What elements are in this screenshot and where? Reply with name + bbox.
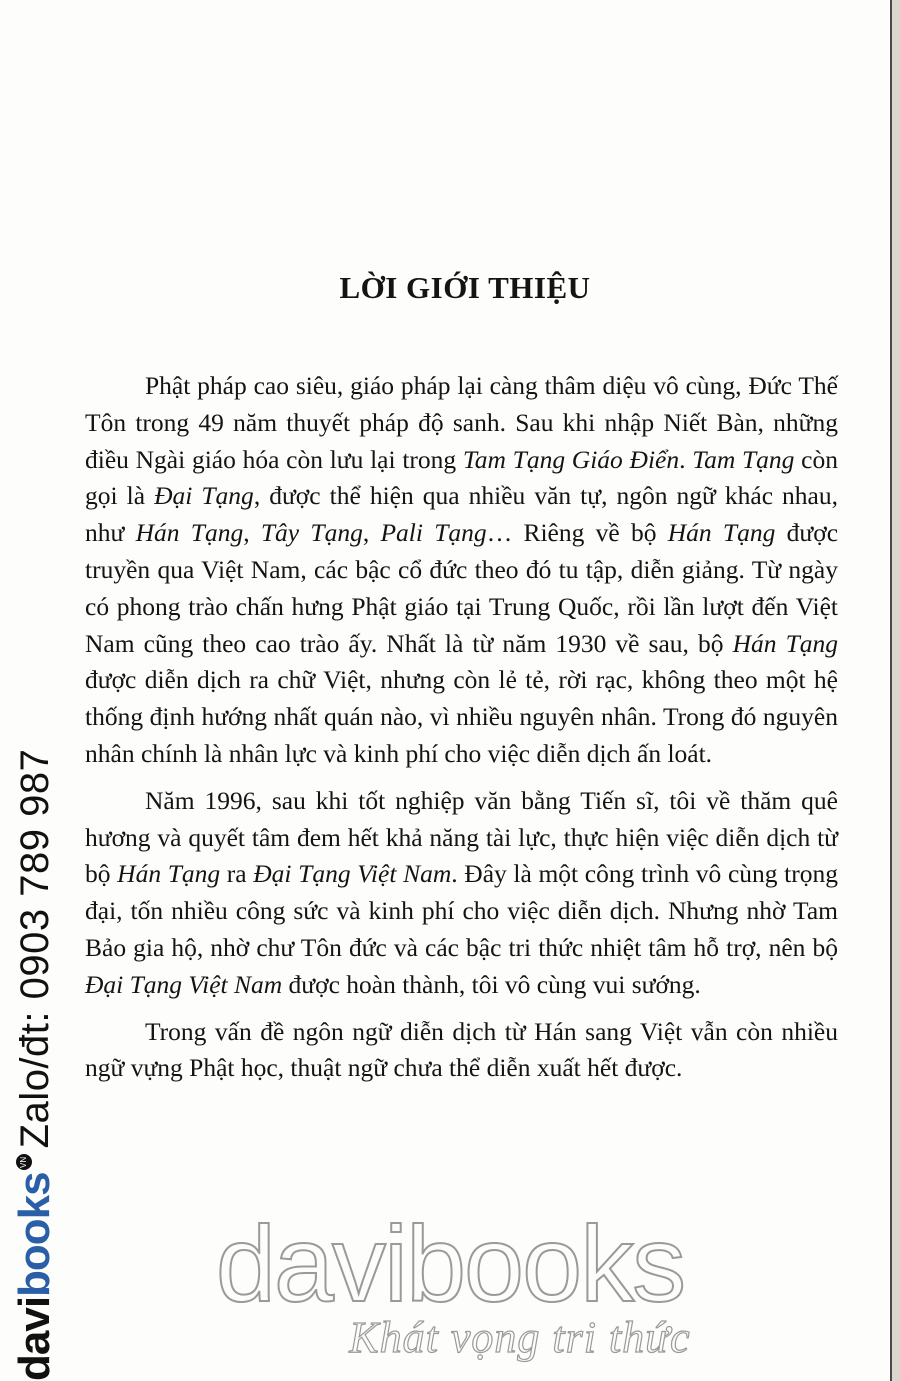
text-run: được diễn dịch ra chữ Việt, nhưng còn lẻ tẻ, rời rạc, không theo một hệ thống định hướng nhất quán nào, vì nhiều nguyên nhân. Trong đó nguyên nhân chính là nhân lực và kinh phí cho việc diễn dịch ấn loát. xyxy=(85,665,838,768)
body-text xyxy=(85,368,838,1097)
italic-term: Tây Tạng xyxy=(260,518,363,548)
paragraph xyxy=(85,783,838,1004)
italic-term: Đại Tạng Việt Nam xyxy=(253,859,452,889)
text-run: còn gọi là xyxy=(85,444,838,511)
watermark-slogan: Khát vọng tri thức xyxy=(349,1313,691,1362)
text-run: Năm 1996, sau khi tốt nghiệp văn bằng Tiến sĩ, tôi về thăm quê hương và quyết tâm đem hết khả năng tài lực, thực hiện việc diễn dịch từ bộ xyxy=(85,785,838,889)
text-run: . xyxy=(679,444,693,474)
italic-term: Tam Tạng Giáo Điển xyxy=(462,444,680,474)
italic-term: Đại Tạng Việt Nam xyxy=(85,969,283,999)
text-run: Phật pháp cao siêu, giáo pháp lại càng thâm diệu vô cùng, Đức Thế Tôn trong 49 năm thuyết pháp độ sanh. Sau khi nhập Niết Bàn, những điều Ngài giáo hóa còn lưu lại trong xyxy=(85,371,838,474)
italic-term: Hán Tạng xyxy=(732,628,838,658)
italic-term: Pali Tạng xyxy=(380,518,487,548)
paragraph xyxy=(85,1014,838,1088)
italic-term: Tam Tạng xyxy=(692,444,795,474)
italic-term: Hán Tạng xyxy=(135,518,244,548)
bottom-watermark xyxy=(190,1203,710,1363)
watermark-brand-davi: davi xyxy=(10,1296,59,1381)
page-title: LỜI GIỚI THIỆU xyxy=(339,270,591,305)
italic-term: Hán Tạng xyxy=(667,518,776,548)
watermark-contact: Zalo/đt: 0903 789 987 xyxy=(12,748,57,1149)
text-run: , xyxy=(243,518,261,548)
italic-term: Đại Tạng xyxy=(154,481,254,511)
text-run: . Đây là một công trình vô cùng trọng đại, tốn nhiều công sức và kinh phí cho việc diễn dịch. Nhưng nhờ Tam Bảo gia hộ, nhờ chư Tôn đức và các bậc tri thức nhiệt tâm hỗ trợ, nên bộ xyxy=(85,859,838,962)
text-run: ra xyxy=(220,859,254,889)
text-run: Trong vấn đề ngôn ngữ diễn dịch từ Hán sang Việt vẫn còn nhiều ngữ vựng Phật học, thuật ngữ chưa thể diễn xuất hết được. xyxy=(85,1016,838,1083)
text-run: , được thể hiện qua nhiều văn tự, ngôn ngữ khác nhau, như xyxy=(85,481,839,548)
watermark-logo-text: davibooks xyxy=(215,1203,685,1324)
text-run: … Riêng về bộ xyxy=(486,518,668,548)
italic-term: Hán Tạng xyxy=(117,859,221,889)
text-run: được hoàn thành, tôi vô cùng vui sướng. xyxy=(282,969,701,999)
text-run: , xyxy=(362,518,381,548)
paragraph xyxy=(85,368,838,773)
watermark-brand-books: books xyxy=(10,1172,59,1297)
watermark-badge-icon: VN xyxy=(16,1154,32,1170)
side-watermark xyxy=(8,591,62,1381)
text-run: được truyền qua Việt Nam, các bậc cổ đức theo đó tu tập, diễn giảng. Từ ngày có phong trào chấn hưng Phật giáo tại Trung Quốc, rồi lần lượt đến Việt Nam cũng theo cao trào ấy. Nhất là từ năm 1930 về sau, bộ xyxy=(85,518,839,658)
page-edge xyxy=(892,0,900,1381)
